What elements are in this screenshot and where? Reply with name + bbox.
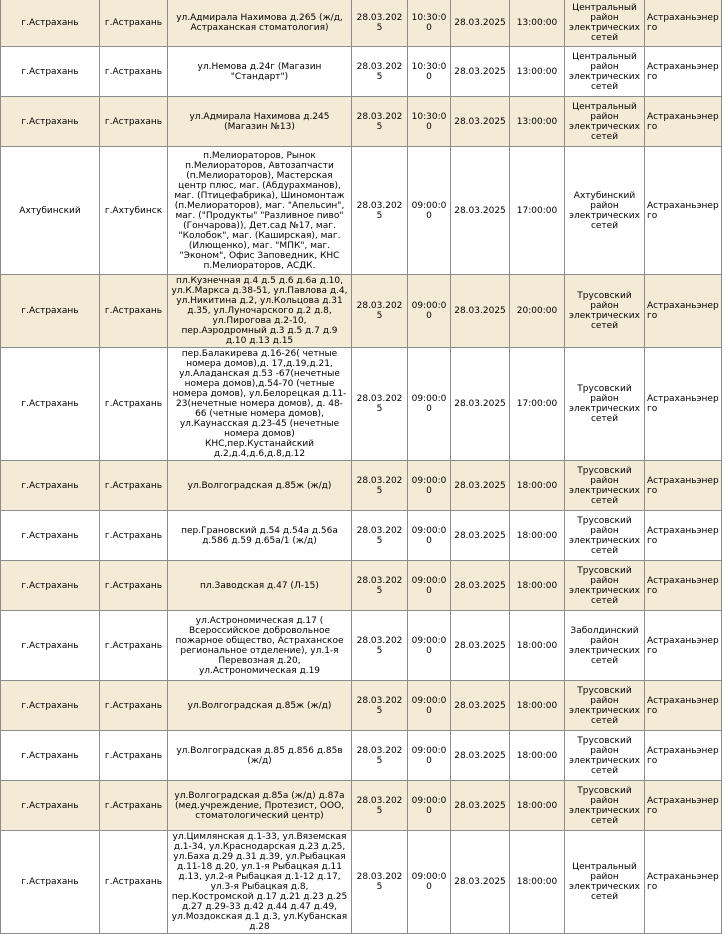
- end-date-cell: 28.03.2025: [451, 681, 510, 731]
- start-date-cell: 28.03.2025: [352, 611, 408, 681]
- district-cell: г.Астрахань: [1, 781, 100, 831]
- table-row: [1, 348, 722, 461]
- grid-district-cell: Центральный район электрических сетей: [565, 831, 645, 934]
- end-time-cell: 18:00:00: [510, 511, 565, 561]
- end-time-cell: 18:00:00: [510, 561, 565, 611]
- start-date-cell: 28.03.2025: [352, 831, 408, 934]
- start-time-cell: 09:00:00: [408, 461, 451, 511]
- city-cell: г.Ахтубинск: [100, 147, 168, 275]
- end-date-cell: 28.03.2025: [451, 348, 510, 461]
- start-date-cell: 28.03.2025: [352, 781, 408, 831]
- end-date-cell: 28.03.2025: [451, 275, 510, 348]
- end-date-cell: 28.03.2025: [451, 731, 510, 781]
- start-date-cell: 28.03.2025: [352, 461, 408, 511]
- company-cell: Астраханьэнерго: [645, 147, 722, 275]
- address-cell: п.Мелиораторов, Рынок п.Мелиораторов, Автозапчасти (п.Мелиораторов), Мастерская центр плюс, маг. (Абдурахманов), маг. (Птицефабрика), Шиномонтаж (п.Мелиораторов), маг. "Апельсин", маг. ("Продукты" "Разливное пиво" (Гончарова)), Дет.сад №17, маг. "Колобок", маг. (Каширская), маг. (Илющенко), маг. "МПК", маг. "Эконом", Офис Заповедник, КНС п.Мелиораторов, АСДК.: [168, 147, 352, 275]
- company-cell: Астраханьэнерго: [645, 681, 722, 731]
- end-time-cell: 18:00:00: [510, 781, 565, 831]
- grid-district-cell: Центральный район электрических сетей: [565, 0, 645, 47]
- city-cell: г.Астрахань: [100, 348, 168, 461]
- grid-district-cell: Заболдинский район электрических сетей: [565, 611, 645, 681]
- company-cell: Астраханьэнерго: [645, 731, 722, 781]
- grid-district-cell: Ахтубинский район электрических сетей: [565, 147, 645, 275]
- end-date-cell: 28.03.2025: [451, 461, 510, 511]
- district-cell: г.Астрахань: [1, 511, 100, 561]
- table-row: [1, 561, 722, 611]
- district-cell: Ахтубинский: [1, 147, 100, 275]
- company-cell: Астраханьэнерго: [645, 0, 722, 47]
- address-cell: ул.Астрономическая д.17 ( Всероссийское добровольное пожарное общество, Астраханское региональное отделение), ул.1-я Перевозная д.20, ул.Астрономическая д.19: [168, 611, 352, 681]
- table-row: [1, 461, 722, 511]
- start-time-cell: 09:00:00: [408, 348, 451, 461]
- grid-district-cell: Трусовский район электрических сетей: [565, 348, 645, 461]
- start-time-cell: 09:00:00: [408, 511, 451, 561]
- district-cell: г.Астрахань: [1, 275, 100, 348]
- address-cell: ул.Волгоградская д.85ж (ж/д): [168, 681, 352, 731]
- end-time-cell: 13:00:00: [510, 0, 565, 47]
- start-date-cell: 28.03.2025: [352, 47, 408, 97]
- table-row: [1, 511, 722, 561]
- address-cell: ул.Цимлянская д.1-33, ул.Вяземская д.1-34, ул.Краснодарская д.23 д.25, ул.Баха д.29 д.31 д.39, ул.Рыбацкая д.11-18 д.20, ул.1-я Рыбацкая д.11 д.13, ул.2-я Рыбацкая д.1-12 д.17, ул.3-я Рыбацкая д.8, пер.Костромской д.17 д.21 д.23 д.25 д.27 д.29-33 д.42 д.44 д.47 д.49, ул.Моздокская д.1 д.3, ул.Кубанская д.28: [168, 831, 352, 934]
- city-cell: г.Астрахань: [100, 0, 168, 47]
- city-cell: г.Астрахань: [100, 831, 168, 934]
- end-time-cell: 18:00:00: [510, 611, 565, 681]
- start-time-cell: 09:00:00: [408, 781, 451, 831]
- start-date-cell: 28.03.2025: [352, 731, 408, 781]
- table-row: [1, 611, 722, 681]
- address-cell: ул.Волгоградская д.85ж (ж/д): [168, 461, 352, 511]
- company-cell: Астраханьэнерго: [645, 461, 722, 511]
- start-date-cell: 28.03.2025: [352, 97, 408, 147]
- start-time-cell: 09:00:00: [408, 561, 451, 611]
- table-row: [1, 731, 722, 781]
- start-date-cell: 28.03.2025: [352, 275, 408, 348]
- table-row: [1, 0, 722, 47]
- district-cell: г.Астрахань: [1, 681, 100, 731]
- city-cell: г.Астрахань: [100, 461, 168, 511]
- start-date-cell: 28.03.2025: [352, 511, 408, 561]
- start-time-cell: 09:00:00: [408, 731, 451, 781]
- end-time-cell: 17:00:00: [510, 348, 565, 461]
- start-date-cell: 28.03.2025: [352, 0, 408, 47]
- city-cell: г.Астрахань: [100, 511, 168, 561]
- city-cell: г.Астрахань: [100, 275, 168, 348]
- end-time-cell: 18:00:00: [510, 831, 565, 934]
- district-cell: г.Астрахань: [1, 47, 100, 97]
- company-cell: Астраханьэнерго: [645, 348, 722, 461]
- district-cell: г.Астрахань: [1, 348, 100, 461]
- grid-district-cell: Трусовский район электрических сетей: [565, 511, 645, 561]
- company-cell: Астраханьэнерго: [645, 511, 722, 561]
- company-cell: Астраханьэнерго: [645, 97, 722, 147]
- start-date-cell: 28.03.2025: [352, 348, 408, 461]
- company-cell: Астраханьэнерго: [645, 275, 722, 348]
- table-row: [1, 147, 722, 275]
- company-cell: Астраханьэнерго: [645, 831, 722, 934]
- start-date-cell: 28.03.2025: [352, 561, 408, 611]
- end-time-cell: 18:00:00: [510, 681, 565, 731]
- table-body: [1, 0, 722, 934]
- end-date-cell: 28.03.2025: [451, 97, 510, 147]
- end-time-cell: 13:00:00: [510, 97, 565, 147]
- city-cell: г.Астрахань: [100, 731, 168, 781]
- district-cell: г.Астрахань: [1, 731, 100, 781]
- company-cell: Астраханьэнерго: [645, 561, 722, 611]
- end-date-cell: 28.03.2025: [451, 511, 510, 561]
- start-time-cell: 09:00:00: [408, 147, 451, 275]
- end-date-cell: 28.03.2025: [451, 47, 510, 97]
- start-time-cell: 09:00:00: [408, 681, 451, 731]
- end-date-cell: 28.03.2025: [451, 561, 510, 611]
- table-row: [1, 47, 722, 97]
- address-cell: ул.Немова д.24г (Магазин "Стандарт"): [168, 47, 352, 97]
- end-date-cell: 28.03.2025: [451, 781, 510, 831]
- end-time-cell: 18:00:00: [510, 731, 565, 781]
- grid-district-cell: Трусовский район электрических сетей: [565, 681, 645, 731]
- grid-district-cell: Центральный район электрических сетей: [565, 47, 645, 97]
- grid-district-cell: Трусовский район электрических сетей: [565, 461, 645, 511]
- table-row: [1, 831, 722, 934]
- grid-district-cell: Трусовский район электрических сетей: [565, 561, 645, 611]
- grid-district-cell: Трусовский район электрических сетей: [565, 781, 645, 831]
- start-date-cell: 28.03.2025: [352, 147, 408, 275]
- end-time-cell: 13:00:00: [510, 47, 565, 97]
- start-date-cell: 28.03.2025: [352, 681, 408, 731]
- address-cell: ул.Волгоградская д.85а (ж/д) д.87а (мед.учреждение, Протезист, ООО, стоматологический центр): [168, 781, 352, 831]
- district-cell: г.Астрахань: [1, 561, 100, 611]
- address-cell: пер.Балакирева д.16-26( четные номера домов),д. 17,д.19,д.21, ул.Аладанская д.53 -67(нечетные номера домов),д.54-70 (четные номера домов), ул.Белорецкая д.11-23(нечетные номера домов), д. 48-66 (четные номера домов), ул.Каунасская д.23-45 (нечетные номера домов) КНС,пер.Кустанайский д.2,д.4,д.6,д.8,д.12: [168, 348, 352, 461]
- district-cell: г.Астрахань: [1, 831, 100, 934]
- end-time-cell: 18:00:00: [510, 461, 565, 511]
- company-cell: Астраханьэнерго: [645, 611, 722, 681]
- table-row: [1, 275, 722, 348]
- grid-district-cell: Трусовский район электрических сетей: [565, 275, 645, 348]
- city-cell: г.Астрахань: [100, 97, 168, 147]
- city-cell: г.Астрахань: [100, 611, 168, 681]
- district-cell: г.Астрахань: [1, 461, 100, 511]
- address-cell: ул.Адмирала Нахимова д.265 (ж/д, Астраханская стоматология): [168, 0, 352, 47]
- district-cell: г.Астрахань: [1, 611, 100, 681]
- start-time-cell: 10:30:00: [408, 0, 451, 47]
- table-row: [1, 781, 722, 831]
- start-time-cell: 10:30:00: [408, 47, 451, 97]
- address-cell: ул.Адмирала Нахимова д.245 (Магазин №13): [168, 97, 352, 147]
- table-row: [1, 97, 722, 147]
- address-cell: пер.Грановский д.54 д.54а д.56а д.586 д.59 д.65а/1 (ж/д): [168, 511, 352, 561]
- end-time-cell: 20:00:00: [510, 275, 565, 348]
- start-time-cell: 09:00:00: [408, 831, 451, 934]
- end-date-cell: 28.03.2025: [451, 0, 510, 47]
- end-date-cell: 28.03.2025: [451, 147, 510, 275]
- grid-district-cell: Центральный район электрических сетей: [565, 97, 645, 147]
- city-cell: г.Астрахань: [100, 47, 168, 97]
- start-time-cell: 10:30:00: [408, 97, 451, 147]
- end-time-cell: 17:00:00: [510, 147, 565, 275]
- end-date-cell: 28.03.2025: [451, 831, 510, 934]
- start-time-cell: 09:00:00: [408, 611, 451, 681]
- address-cell: пл.Заводская д.47 (Л-15): [168, 561, 352, 611]
- start-time-cell: 09:00:00: [408, 275, 451, 348]
- city-cell: г.Астрахань: [100, 781, 168, 831]
- district-cell: г.Астрахань: [1, 97, 100, 147]
- city-cell: г.Астрахань: [100, 561, 168, 611]
- district-cell: г.Астрахань: [1, 0, 100, 47]
- company-cell: Астраханьэнерго: [645, 47, 722, 97]
- city-cell: г.Астрахань: [100, 681, 168, 731]
- end-date-cell: 28.03.2025: [451, 611, 510, 681]
- table-row: [1, 681, 722, 731]
- address-cell: ул.Волгоградская д.85 д.856 д.85в (ж/д): [168, 731, 352, 781]
- company-cell: Астраханьэнерго: [645, 781, 722, 831]
- address-cell: пл.Кузнечная д.4 д.5 д.6 д.6а д.10, ул.К.Маркса д.38-51, ул.Павлова д.4, ул.Никитина д.2, ул.Кольцова д.31 д.35, ул.Луночарского д.2 д.8, ул.Пирогова д.2-10, пер.Аэродромный д.3 д.5 д.7 д.9 д.10 д.13 д.15: [168, 275, 352, 348]
- grid-district-cell: Трусовский район электрических сетей: [565, 731, 645, 781]
